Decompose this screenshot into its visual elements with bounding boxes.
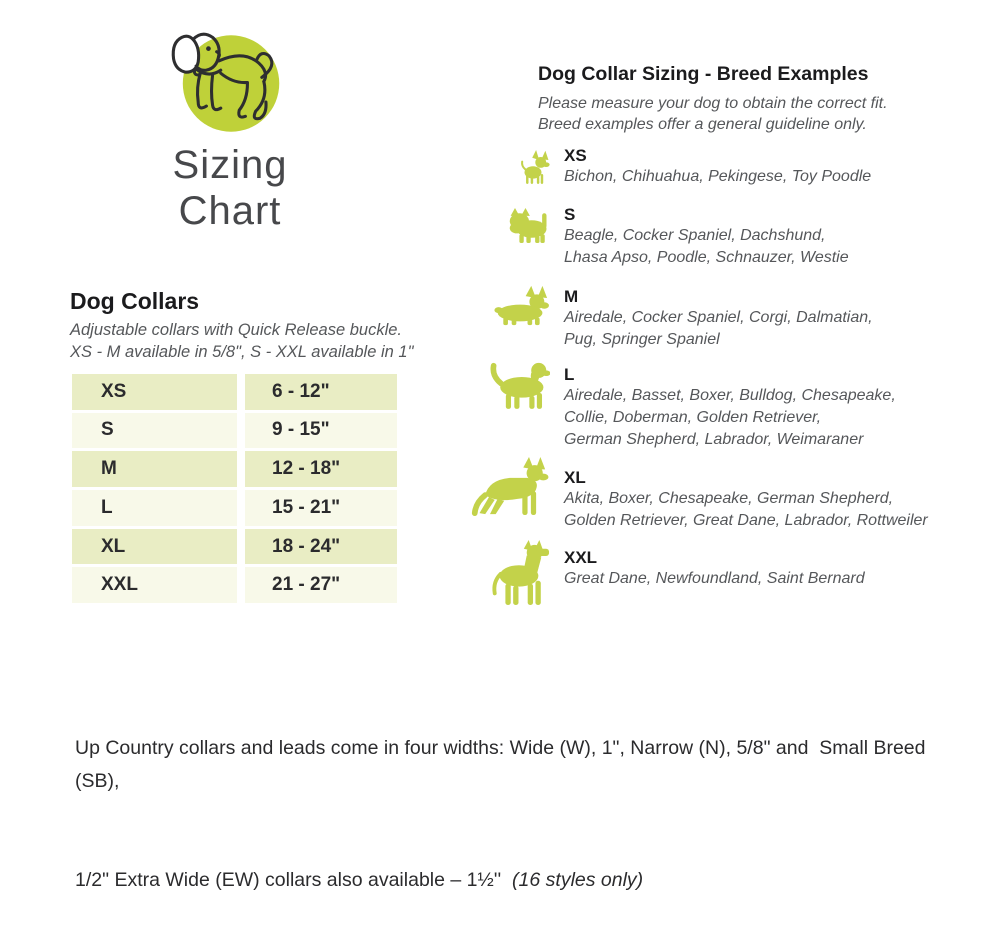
retriever-icon <box>488 359 550 410</box>
table-row-s <box>72 413 397 449</box>
size-cell: L <box>72 490 237 526</box>
dog-collars-heading: Dog Collars <box>70 288 200 314</box>
breed-item-l <box>462 365 982 451</box>
breed-examples-heading: Dog Collar Sizing - Breed Examples <box>538 63 869 85</box>
footer-line2-text: 1/2" Extra Wide (EW) collars also available – 1½'' <box>75 869 513 891</box>
logo-word-sizing: Sizing <box>172 143 288 187</box>
size-cell: S <box>72 413 237 449</box>
breed-list-text: Akita, Boxer, Chesapeake, German Shepherd, <box>564 490 894 507</box>
size-label-m: M <box>564 287 579 306</box>
size-cell: XS <box>72 374 237 410</box>
dog-collars-subtext <box>70 320 413 363</box>
breed-list-text: German Shepherd, Labrador, Weimaraner <box>564 431 864 448</box>
table-row-xl <box>72 529 397 565</box>
size-cell: M <box>72 451 237 487</box>
breed-list-text: Collie, Doberman, Golden Retriever, <box>564 409 822 426</box>
westie-icon <box>508 207 550 244</box>
footer-line2-italic: (16 styles only) <box>512 869 644 891</box>
size-label-s: S <box>564 205 576 224</box>
collars-subtext-line2: XS - M available in 5/8", S - XXL available in 1" <box>70 342 414 361</box>
range-cell: 6 - 12" <box>245 374 397 410</box>
logo-wordmark <box>130 142 330 234</box>
size-cell: XXL <box>72 567 237 603</box>
logo-word-chart: Chart <box>178 189 282 233</box>
collar-size-table <box>72 374 397 606</box>
corgi-icon <box>492 285 550 326</box>
great-dane-icon <box>486 540 550 606</box>
table-row-xs <box>72 374 397 410</box>
breed-item-xxl <box>462 548 982 606</box>
range-cell: 12 - 18" <box>245 451 397 487</box>
range-cell: 18 - 24" <box>245 529 397 565</box>
size-label-l: L <box>564 365 575 384</box>
breed-item-xs <box>462 146 982 188</box>
footer-note <box>75 666 955 930</box>
breed-subtext-line2: Breed examples offer a general guideline only. <box>538 116 867 133</box>
size-label-xxl: XXL <box>564 548 598 567</box>
size-cell: XL <box>72 529 237 565</box>
breed-list-text: Airedale, Basset, Boxer, Bulldog, Chesapeake, <box>564 387 896 404</box>
table-row-l <box>72 490 397 526</box>
breed-list-text: Golden Retriever, Great Dane, Labrador, Rottweiler <box>564 512 928 529</box>
breed-list-text: Great Dane, Newfoundland, Saint Bernard <box>564 570 865 587</box>
breed-subtext-line1: Please measure your dog to obtain the correct fit. <box>538 95 888 112</box>
breed-list-text: Lhasa Apso, Poodle, Schnauzer, Westie <box>564 249 849 266</box>
breed-item-m <box>462 287 982 351</box>
german-shepherd-icon <box>468 457 550 516</box>
breed-list-text: Pug, Springer Spaniel <box>564 331 720 348</box>
breed-item-s <box>462 205 982 269</box>
chihuahua-icon <box>516 149 550 185</box>
table-row-xxl <box>72 567 397 603</box>
range-cell: 21 - 27" <box>245 567 397 603</box>
breed-example-list <box>462 146 982 606</box>
size-label-xs: XS <box>564 146 587 165</box>
footer-line2 <box>75 864 955 897</box>
range-cell: 15 - 21" <box>245 490 397 526</box>
footer-line1: Up Country collars and leads come in four widths: Wide (W), 1", Narrow (N), 5/8" and Small Breed (SB), <box>75 737 931 792</box>
sizing-chart-logo <box>150 24 310 142</box>
collars-subtext-line1: Adjustable collars with Quick Release buckle. <box>70 321 402 339</box>
table-row-m <box>72 451 397 487</box>
breed-list-text: Bichon, Chihuahua, Pekingese, Toy Poodle <box>564 168 872 185</box>
breed-list-text: Beagle, Cocker Spaniel, Dachshund, <box>564 227 826 244</box>
breed-examples-subtext <box>538 93 888 135</box>
range-cell: 9 - 15" <box>245 413 397 449</box>
breed-list-text: Airedale, Cocker Spaniel, Corgi, Dalmatian, <box>564 309 873 326</box>
breed-item-xl <box>462 468 982 532</box>
size-label-xl: XL <box>564 468 586 487</box>
